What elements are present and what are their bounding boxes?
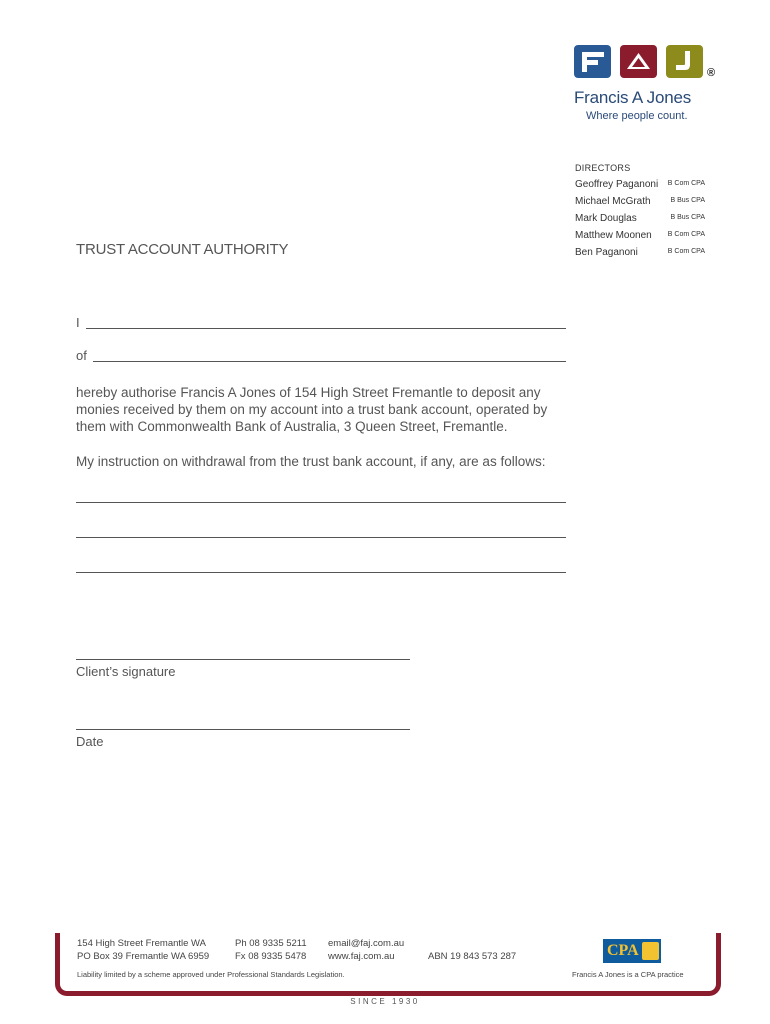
logo-a-glyph bbox=[620, 45, 657, 78]
director-name: Mark Douglas bbox=[575, 213, 637, 224]
abn-number: ABN 19 843 573 287 bbox=[428, 951, 517, 962]
director-row bbox=[575, 247, 705, 263]
signature-line[interactable] bbox=[76, 659, 410, 660]
client-address-row bbox=[76, 347, 566, 363]
logo-j-block bbox=[666, 45, 703, 78]
liability-statement: Liability limited by a scheme approved under Professional Standards Legislation. bbox=[77, 970, 345, 979]
director-row bbox=[575, 179, 705, 195]
address-street: 154 High Street Fremantle WA bbox=[77, 938, 207, 949]
instruction-line-2[interactable] bbox=[76, 537, 566, 538]
since-text: SINCE 1930 bbox=[350, 997, 420, 1006]
director-row bbox=[575, 230, 705, 246]
registered-mark: ® bbox=[707, 67, 716, 79]
address-po-box: PO Box 39 Fremantle WA 6959 bbox=[77, 951, 210, 962]
cpa-practice-note: Francis A Jones is a CPA practice bbox=[572, 970, 684, 979]
client-address-label: of bbox=[76, 348, 87, 363]
client-name-label: I bbox=[76, 315, 80, 330]
cpa-badge-text: CPA bbox=[607, 942, 639, 959]
instruction-line-3[interactable] bbox=[76, 572, 566, 573]
website-link[interactable]: www.faj.com.au bbox=[328, 951, 395, 962]
director-name: Geoffrey Paganoni bbox=[575, 179, 659, 190]
footer-phone-fax bbox=[235, 937, 307, 963]
logo-f-block bbox=[574, 45, 611, 78]
director-row bbox=[575, 213, 705, 229]
date-label: Date bbox=[76, 734, 104, 749]
instruction-line-1[interactable] bbox=[76, 502, 566, 503]
client-name-row bbox=[76, 314, 566, 330]
client-address-field[interactable] bbox=[93, 361, 566, 362]
logo-j-glyph bbox=[666, 45, 703, 78]
director-qualification: B Com CPA bbox=[667, 248, 705, 255]
logo-name: Francis A Jones bbox=[574, 88, 692, 107]
footer-address bbox=[77, 937, 209, 963]
logo-a-block bbox=[620, 45, 657, 78]
cpa-logo bbox=[603, 939, 661, 963]
signature-label: Client’s signature bbox=[76, 664, 176, 679]
logo-f-glyph bbox=[574, 45, 611, 78]
director-name: Ben Paganoni bbox=[575, 247, 638, 258]
instruction-paragraph: My instruction on withdrawal from the trust bank account, if any, are as follows: bbox=[76, 454, 546, 469]
logo-mark bbox=[574, 45, 724, 81]
director-qualification: B Com CPA bbox=[667, 180, 705, 187]
phone-number: Ph 08 9335 5211 bbox=[235, 938, 307, 949]
director-name: Michael McGrath bbox=[575, 196, 651, 207]
email-link[interactable]: email@faj.com.au bbox=[328, 938, 405, 949]
cpa-crest-icon bbox=[642, 942, 659, 960]
authorisation-paragraph: hereby authorise Francis A Jones of 154 High Street Fremantle to deposit any monies received by them on my account into a trust bank account, operated by them with Commonwealth Bank of Australia, 3 Queen Street, Fremantle. bbox=[76, 385, 548, 434]
directors-heading: DIRECTORS bbox=[575, 163, 631, 173]
director-name: Matthew Moonen bbox=[575, 230, 652, 241]
document-title: TRUST ACCOUNT AUTHORITY bbox=[76, 241, 289, 258]
director-qualification: B Com CPA bbox=[667, 231, 705, 238]
logo-tagline: Where people count. bbox=[586, 110, 688, 122]
director-qualification: B Bus CPA bbox=[670, 214, 705, 221]
footer-contact bbox=[328, 937, 404, 963]
director-row bbox=[575, 196, 705, 212]
director-qualification: B Bus CPA bbox=[670, 197, 705, 204]
client-name-field[interactable] bbox=[86, 328, 566, 329]
fax-number: Fx 08 9335 5478 bbox=[235, 951, 307, 962]
date-line[interactable] bbox=[76, 729, 410, 730]
